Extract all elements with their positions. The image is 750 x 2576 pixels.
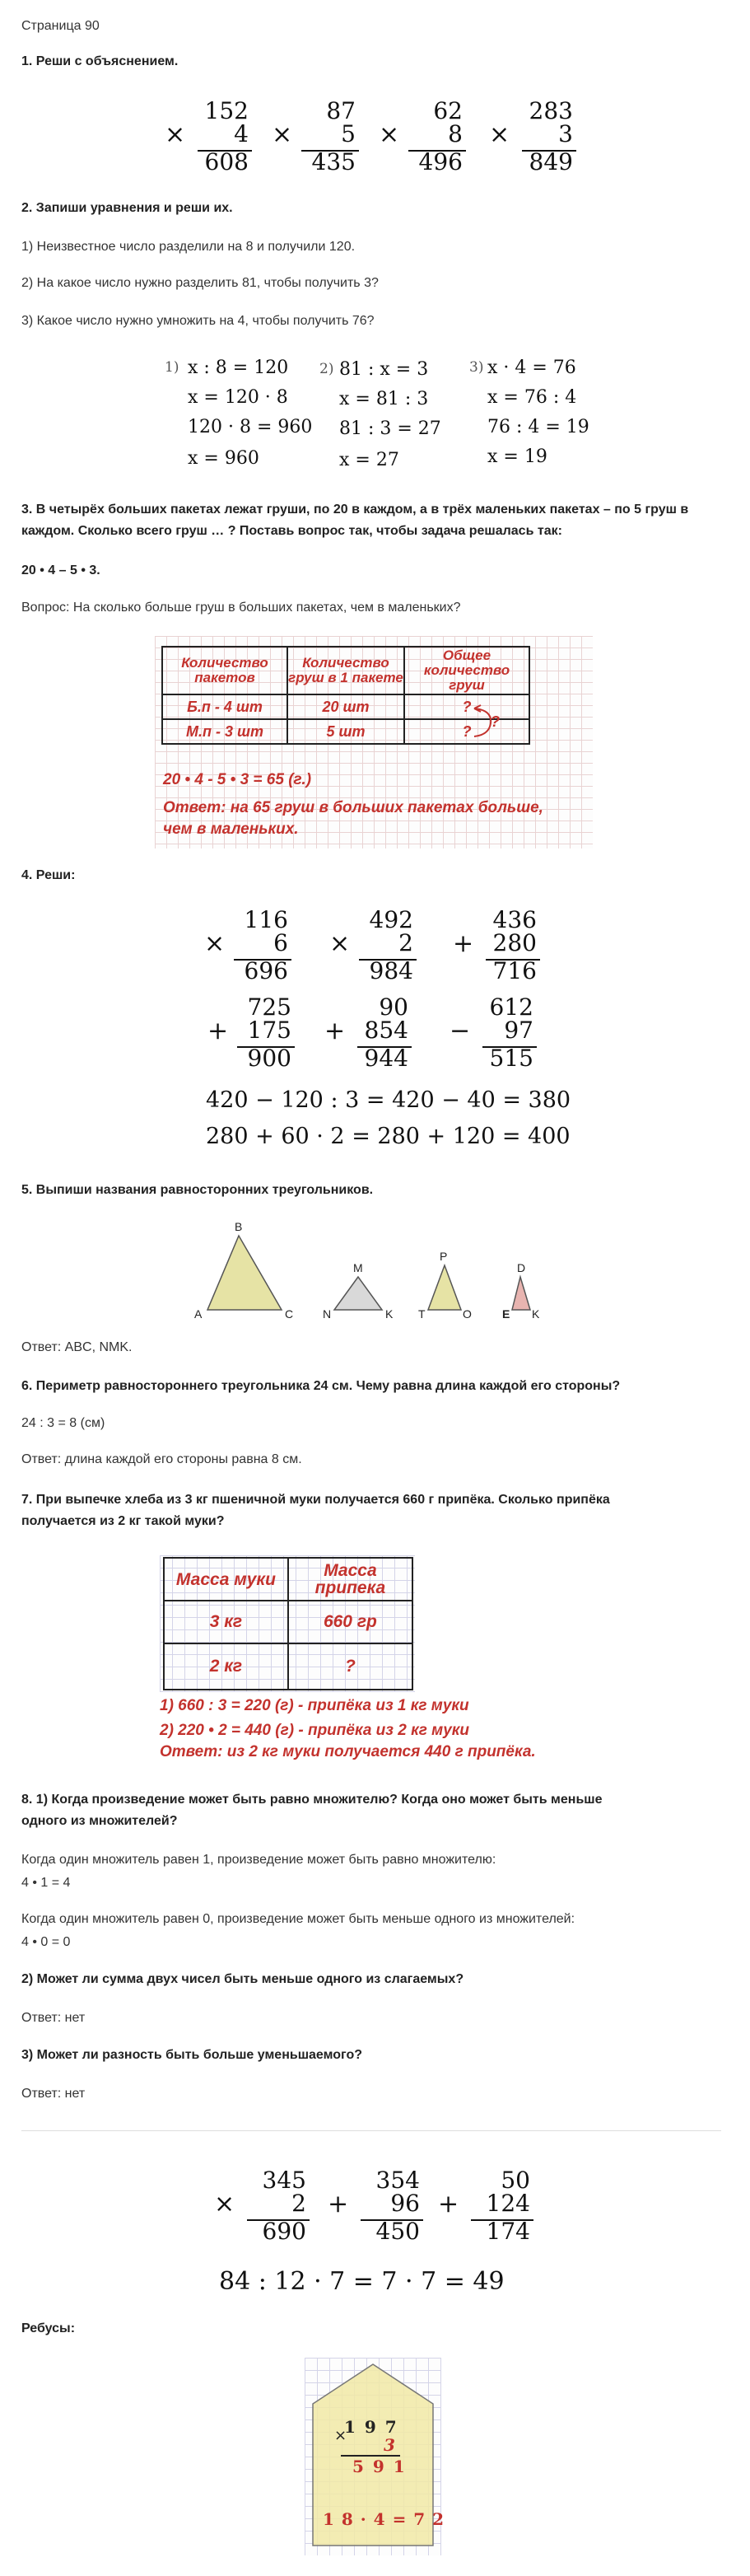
vertex-label: K [532,1307,540,1321]
result: 608 [204,148,249,175]
task3-question: Вопрос: На сколько больше груш в больших пакетах, чем в маленьких? [21,601,461,615]
task8-question-2: 2) Может ли сумма двух чисел быть меньше одного из слагаемых? [21,1972,464,1986]
operand-b: 2 [398,929,413,956]
task3-expression: 20 • 4 – 5 • 3. [21,563,100,577]
task7-step-1: 1) 660 : 3 = 220 (г) - припёка из 1 кг муки [160,1697,469,1714]
operand-a: 62 [433,97,463,124]
task3-calculation: 20 • 4 - 5 • 3 = 65 (г.) [163,771,312,788]
task7-answer: Ответ: из 2 кг муки получается 440 г припёка. [160,1743,536,1760]
operand-b: 8 [448,120,463,147]
operand-a: 436 [492,906,537,933]
task5-answer: Ответ: ABC, NMK. [21,1340,133,1354]
rebus-house-image [305,2358,445,2555]
result: 984 [369,957,413,984]
task8-text-1: Когда один множитель равен 1, произведение может быть равно множителю: [21,1853,496,1867]
solution-line: x = 81 : 3 [339,389,429,409]
operand-a: 90 [379,993,408,1021]
task8-heading-line-2: одного из множителей? [21,1814,178,1828]
operand-b: 854 [364,1017,408,1044]
task7-table [163,1557,413,1690]
operator: + [328,2190,349,2218]
task9-column-1 [214,2167,313,2249]
task8-answer-2: Ответ: нет [21,2011,86,2025]
task4-heading: 4. Реши: [21,868,76,882]
operand-b: 175 [247,1017,291,1044]
solution-line: x : 8 = 120 [188,358,289,378]
table-cell: ? [404,719,529,744]
task8-text-2: 4 • 1 = 4 [21,1876,71,1890]
task6-heading: 6. Периметр равностороннего треугольника 24 см. Чему равна длина каждой его стороны? [21,1379,621,1393]
result: 696 [244,957,288,984]
result: 716 [492,957,537,984]
task3-heading: 3. В четырёх больших пакетах лежат груши, по 20 в каждом, а в трёх маленьких пакетах – по 5 груш в каждом. Сколько всего груш … ? Поставь вопрос так, чтобы задача решалась так: [21,503,689,538]
operand-b: 3 [558,120,573,147]
table-cell: ? [288,1643,412,1690]
table-cell: 660 гр [288,1601,412,1643]
operand-b: 2 [291,2190,306,2217]
task4-column-3 [453,906,543,989]
task7-heading-line-1: 7. При выпечке хлеба из 3 кг пшеничной муки получается 660 г припёка. Сколько припёка [21,1493,610,1507]
header-cell: Общее количество груш [404,647,529,694]
vertex-label: K [385,1307,394,1321]
task4-column-6 [450,993,540,1076]
task4-column-5 [324,993,415,1076]
task8-question-3: 3) Может ли разность быть больше уменьшаемого? [21,2048,363,2062]
operand-b: 5 [341,120,356,147]
rebus-result: 5 9 1 [352,2457,407,2476]
task8-answer-3: Ответ: нет [21,2087,86,2101]
task1-column-4 [489,97,580,180]
result: 849 [529,148,573,175]
task5-heading: 5. Выпиши названия равносторонних треугольников. [21,1183,374,1197]
solution-line: 120 · 8 = 960 [188,417,313,437]
vertex-label: B [235,1220,243,1233]
operand-b: 124 [486,2190,530,2217]
triangle-pto [428,1265,461,1310]
header-cell: Количество груш в 1 пакете [287,647,404,694]
task3-answer-line-1: Ответ: на 65 груш в больших пакетах больше, [163,799,543,816]
operator: × [165,120,186,149]
header-cell: Масса муки [164,1558,288,1601]
bracket-question-mark: ? [491,713,500,730]
result: 435 [311,148,356,175]
operator: × [214,2190,235,2218]
operator: + [438,2190,459,2218]
solution-label: 3) [469,359,484,376]
solution-line: x = 76 : 4 [487,387,577,408]
solution-line: x = 27 [339,450,399,470]
header-cell: Масса припека [288,1558,412,1601]
result: 690 [262,2218,306,2245]
triangles-figure [189,1218,568,1325]
task7-heading-line-2: получается из 2 кг такой муки? [21,1514,225,1528]
task4-equation-1: 420 − 120 : 3 = 420 − 40 = 380 [206,1087,571,1113]
task2-line-1: 1) Неизвестное число разделили на 8 и получили 120. [21,240,356,254]
task2-heading: 2. Запиши уравнения и реши их. [21,201,233,215]
table-cell: Б.п - 4 шт [162,694,287,719]
task1-heading: 1. Реши с объяснением. [21,54,179,68]
table-cell: М.п - 3 шт [162,719,287,744]
task8-text-4: 4 • 0 = 0 [21,1935,71,1949]
vertex-label: A [194,1307,203,1321]
solution-line: x = 19 [487,446,547,467]
rebus-multiply-sign: × [334,2427,347,2444]
operator: + [453,929,474,958]
table-cell: ? [404,694,529,719]
solution-line: 81 : 3 = 27 [339,418,441,439]
operand-b: 97 [504,1017,533,1044]
vertex-label: T [418,1307,426,1321]
triangle-abc [207,1236,282,1310]
operand-a: 50 [501,2167,530,2194]
task9-equation: 84 : 12 · 7 = 7 · 7 = 49 [219,2267,505,2296]
operand-a: 87 [326,97,356,124]
operand-a: 345 [262,2167,306,2194]
task3-answer-line-2: чем в маленьких. [163,820,299,838]
operator: × [329,929,351,958]
task6-answer: Ответ: длина каждой его стороны равна 8 см. [21,1452,302,1466]
rebus-heading: Ребусы: [21,2321,76,2335]
solution-line: x = 960 [188,448,259,469]
result: 174 [486,2218,530,2245]
task2-line-3: 3) Какое число нужно умножить на 4, чтобы получить 76? [21,314,375,328]
solution-label: 1) [165,359,179,376]
solution-line: 81 : x = 3 [339,359,429,380]
header-cell: Количество пакетов [162,647,287,694]
operator: × [204,929,226,958]
result: 496 [418,148,463,175]
operand-a: 725 [247,993,291,1021]
page-title: Страница 90 [21,19,100,33]
vertex-label: N [323,1307,332,1321]
triangle-nmk [334,1277,382,1310]
operator: + [207,1017,229,1045]
task6-calculation: 24 : 3 = 8 (см) [21,1416,105,1430]
vertex-label: M [353,1261,363,1274]
table-cell: 20 шт [287,694,404,719]
operator: + [324,1017,346,1045]
operand-a: 612 [489,993,533,1021]
operand-a: 152 [204,97,249,124]
task1-column-2 [272,97,362,180]
operator: × [272,120,293,149]
task8-text-3: Когда один множитель равен 0, произведение может быть меньше одного из множителей: [21,1912,575,1926]
task4-column-1 [204,906,295,989]
operand-b: 4 [234,120,249,147]
result: 515 [489,1045,533,1072]
rebus-multiplier: 3 [384,2435,395,2455]
vertex-label: P [440,1250,448,1263]
section-divider [21,2130,721,2131]
table-cell: 5 шт [287,719,404,744]
solution-line: x = 120 · 8 [188,387,288,408]
operand-a: 492 [369,906,413,933]
vertex-label: O [463,1307,472,1321]
task4-column-4 [207,993,298,1076]
result: 450 [375,2218,420,2245]
task9-column-2 [328,2167,426,2249]
vertex-label: E [502,1307,510,1321]
solution-line: 76 : 4 = 19 [487,417,589,437]
operand-b: 96 [390,2190,420,2217]
task9-column-3 [438,2167,537,2249]
task4-column-2 [329,906,420,989]
table-cell: 2 кг [164,1643,288,1690]
operator: × [489,120,510,149]
operand-b: 280 [492,929,537,956]
operand-a: 354 [375,2167,420,2194]
solution-label: 2) [319,361,334,377]
task1-column-1 [165,97,255,180]
vertex-label: D [517,1261,526,1274]
operand-b: 6 [273,929,288,956]
task2-line-2: 2) На какое число нужно разделить 81, чтобы получить 3? [21,276,379,290]
result: 944 [364,1045,408,1072]
task1-column-3 [379,97,469,180]
solution-line: x · 4 = 76 [487,358,576,378]
table-cell: 3 кг [164,1601,288,1643]
operator: − [450,1017,471,1045]
vertex-label: C [285,1307,294,1321]
operator: × [379,120,400,149]
operand-a: 283 [529,97,573,124]
task7-step-2: 2) 220 • 2 = 440 (г) - припёка из 2 кг муки [160,1722,469,1739]
result: 900 [247,1045,291,1072]
rebus-bottom-equation: 1 8 · 4 = 7 2 [323,2509,445,2529]
task8-heading-line-1: 8. 1) Когда произведение может быть равно множителю? Когда оно может быть меньше [21,1793,603,1807]
rebus-top-number: 1 9 7 [344,2417,398,2437]
operand-a: 116 [244,906,288,933]
task4-equation-2: 280 + 60 · 2 = 280 + 120 = 400 [206,1124,571,1149]
triangle-dek [512,1277,530,1310]
